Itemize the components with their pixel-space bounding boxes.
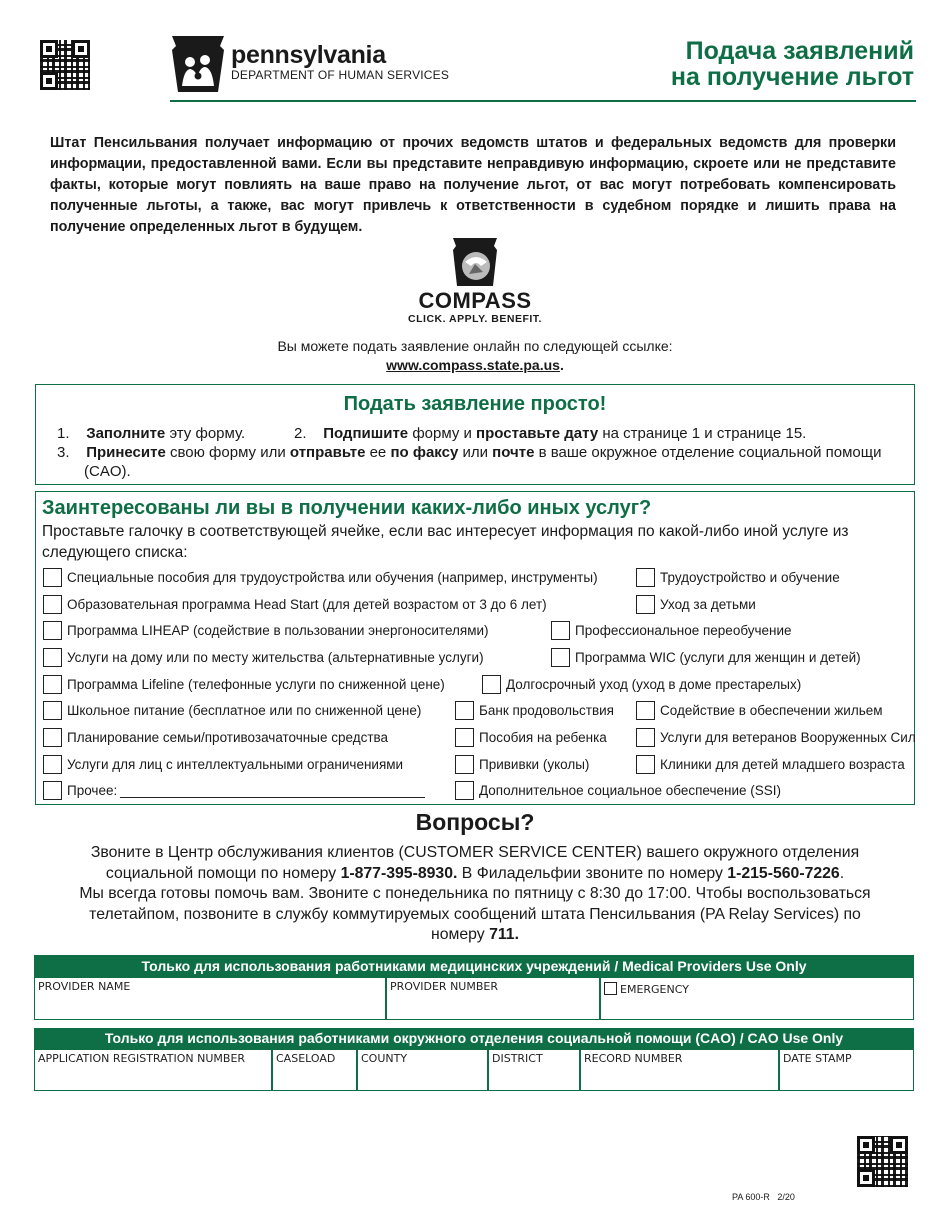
app-registration-field[interactable] [34,1049,272,1091]
checkbox-wic[interactable] [551,648,861,667]
date-stamp-field[interactable] [779,1049,914,1091]
checkbox-veterans[interactable] [636,728,916,747]
district-field[interactable] [488,1049,580,1091]
checkbox-ssi[interactable] [455,781,781,800]
checkbox-child-care[interactable] [636,595,756,614]
step-2-bold-2: проставьте дату [476,425,599,442]
checkbox-label: Услуги для ветеранов Вооруженных Сил [660,730,916,745]
checkbox-square[interactable] [43,701,62,720]
county-label: COUNTY [361,1052,408,1065]
step-3-bold-4: почте [492,444,535,461]
url-suffix: . [559,357,564,373]
county-field[interactable] [357,1049,488,1091]
step-3-text-2: ее [365,444,391,461]
checkbox-label: Прочее: [67,783,118,798]
step-3-line2: (CAO). [84,463,131,480]
checkbox-label: Школьное питание (бесплатное или по сниженной цене) [67,703,422,718]
form-id: PA 600-R 2/20 [732,1192,795,1202]
checkbox-square[interactable] [482,675,501,694]
step-1 [57,424,245,443]
compass-logo-icon [451,238,499,288]
checkbox-square[interactable] [43,621,62,640]
compass-name: COMPASS [418,288,532,313]
qr-code-top [40,40,90,90]
provider-number-label: PROVIDER NUMBER [390,980,498,993]
checkbox-square[interactable] [43,568,62,587]
checkbox-square[interactable] [455,728,474,747]
step-2-bold-1: Подпишите [323,425,409,442]
checkbox-square[interactable] [43,728,62,747]
step-2-text-1: форму и [408,425,477,442]
checkbox-label: Пособия на ребенка [479,730,607,745]
checkbox-label: Долгосрочный уход (уход в доме престарелых) [506,677,802,692]
checkbox-child-support[interactable] [455,728,607,747]
questions-text [40,843,910,946]
checkbox-square[interactable] [636,595,655,614]
emergency-field [600,977,914,1020]
checkbox-other[interactable] [43,781,425,800]
checkbox-retraining[interactable] [551,621,792,640]
header-divider [170,100,916,102]
checkbox-square[interactable] [43,755,62,774]
district-label: DISTRICT [492,1052,543,1065]
apply-box-title: Подать заявление просто! [343,393,607,415]
services-box-subtitle: Проставьте галочку в соответствующей ячейке, если вас интересует информация по какой-либо иной услуге из следующего списка: [42,523,849,561]
provider-name-label: PROVIDER NAME [38,980,131,993]
checkbox-school-meals[interactable] [43,701,421,720]
checkbox-home-services[interactable] [43,648,484,667]
online-apply [0,337,950,375]
checkbox-square[interactable] [43,648,62,667]
checkbox-label: Дополнительное социальное обеспечение (SSI) [479,783,782,798]
keystone-family-logo [170,36,226,94]
provider-name-field[interactable] [34,977,386,1020]
checkbox-square[interactable] [455,701,474,720]
compass-url-link[interactable]: www.compass.state.pa.us [386,357,560,373]
step-1-bold: Заполните [86,425,166,442]
compass-tagline: CLICK. APPLY. BENEFIT. [408,313,542,325]
questions-line1: Звоните в Центр обслуживания клиентов (CUSTOMER SERVICE CENTER) вашего окружного отделения [90,844,860,861]
org-name: pennsylvania [231,41,386,69]
checkbox-family-planning[interactable] [43,728,388,747]
checkbox-square[interactable] [636,568,655,587]
step-3-text-1: свою форму или [165,444,290,461]
cao-table-header: Только для использования работниками окружного отделения социальной помощи (CAO) / CAO Use Only [34,1028,914,1049]
checkbox-label: Профессиональное переобучение [575,623,792,638]
record-number-field[interactable] [580,1049,779,1091]
checkbox-label: Программа Lifeline (телефонные услуги по сниженной цене) [67,677,445,692]
step-2-text-2: на странице 1 и странице 15. [598,425,807,442]
step-2 [294,424,806,443]
checkbox-special-benefits[interactable] [43,568,598,587]
checkbox-square[interactable] [43,595,62,614]
checkbox-long-term-care[interactable] [482,675,801,694]
checkbox-label: Специальные пособия для трудоустройства или обучения (например, инструменты) [67,570,598,585]
questions-line5-a: номеру [431,926,490,943]
questions-line4: телетайпом, позвоните в службу коммутируемых сообщений штата Пенсильвания (PA Relay Services) по [89,905,861,923]
record-number-label: RECORD NUMBER [584,1052,683,1065]
checkbox-square[interactable] [636,728,655,747]
intro-paragraph: Штат Пенсильвания получает информацию от прочих ведомств штатов и федеральных ведомств для проверки информации, предоставленной вами. Если вы представите неправдивую информацию, скроете или не представите факты, которые могут повлиять на ваше право на получение льгот, от вас могут потребовать компенсировать полученные льготы, а также, вас могут привлечь к ответственности в судебном порядке и лишить права на получение определенных льгот в будущем. [50,135,896,235]
checkbox-liheap[interactable] [43,621,489,640]
step-3-bold-1: Принесите [86,444,166,461]
checkbox-square[interactable] [636,701,655,720]
step-2-num: 2. [294,425,307,442]
step-1-rest: эту форму. [165,425,246,442]
checkbox-square[interactable] [551,621,570,640]
other-input-line[interactable] [120,783,425,798]
caseload-field[interactable] [272,1049,357,1091]
page-title-line2: на получение льгот [670,63,914,91]
step-3-text-3: или [458,444,493,461]
checkbox-employment-training[interactable] [636,568,840,587]
date-stamp-label: DATE STAMP [783,1052,852,1065]
checkbox-lifeline[interactable] [43,675,445,694]
checkbox-square[interactable] [43,781,62,800]
checkbox-label: Трудоустройство и обучение [660,570,840,585]
checkbox-infant-clinics[interactable] [636,755,905,774]
checkbox-square[interactable] [43,675,62,694]
step-3-text-4: в ваше окружное отделение социальной помощи [534,444,882,461]
checkbox-label: Программа WIC (услуги для женщин и детей) [575,650,861,665]
checkbox-label: Услуги на дому или по месту жительства (альтернативные услуги) [67,650,484,665]
emergency-label: EMERGENCY [620,983,689,996]
checkbox-square[interactable] [636,755,655,774]
checkbox-label: Услуги для лиц с интеллектуальными ограничениями [67,757,404,772]
checkbox-label: Программа LIHEAP (содействие в пользовании энергоносителями) [67,623,489,638]
other-services-box [35,491,915,805]
questions-line2-c: . [839,864,845,882]
online-text: Вы можете подать заявление онлайн по следующей ссылке: [277,338,673,354]
checkbox-food-bank[interactable] [455,701,614,720]
checkbox-label: Прививки (уколы) [479,757,590,772]
phone-customer-service: 1-877-395-8930. [340,864,458,882]
emergency-checkbox[interactable] [604,982,617,995]
checkbox-label: Уход за детьми [660,597,756,612]
checkbox-label: Образовательная программа Head Start (для детей возрастом от 3 до 6 лет) [67,597,547,612]
checkbox-immunizations[interactable] [455,755,589,774]
provider-number-field[interactable] [386,977,600,1020]
org-logo-text [231,42,449,82]
questions-line2-b: В Филадельфии звоните по номеру [457,864,728,882]
checkbox-label: Банк продовольствия [479,703,614,718]
step-3-bold-3: по факсу [390,444,459,461]
step-3-bold-2: отправьте [289,444,366,461]
apply-steps-box [35,384,915,485]
checkbox-intellectual[interactable] [43,755,403,774]
checkbox-square[interactable] [551,648,570,667]
services-box-title: Заинтересованы ли вы в получении каких-либо иных услуг? [42,497,652,519]
relay-number: 711. [489,926,519,943]
checkbox-label: Планирование семьи/противозачаточные средства [67,730,389,745]
org-dept: DEPARTMENT OF HUMAN SERVICES [231,68,450,82]
questions-title: Вопросы? [415,809,535,835]
caseload-label: CASELOAD [276,1052,336,1065]
checkbox-square[interactable] [455,781,474,800]
checkbox-label: Клиники для детей младшего возраста [660,757,905,772]
step-3-num: 3. [57,444,70,461]
checkbox-square[interactable] [455,755,474,774]
page-title [671,38,914,90]
checkbox-label: Содействие в обеспечении жильем [660,703,883,718]
page-title-line1: Подача заявлений [685,37,914,65]
checkbox-housing[interactable] [636,701,883,720]
app-registration-label: APPLICATION REGISTRATION NUMBER [38,1052,246,1065]
phone-philadelphia: 1-215-560-7226 [727,864,840,882]
step-3 [57,443,881,462]
qr-code-bottom [857,1136,908,1187]
step-1-num: 1. [57,425,70,442]
questions-line2-a: социальной помощи по номеру [105,864,341,882]
medical-table-header: Только для использования работниками медицинских учреждений / Medical Providers Use Only [34,955,914,977]
checkbox-head-start[interactable] [43,595,547,614]
questions-line3: Мы всегда готовы помочь вам. Звоните с понедельника по пятницу с 8:30 до 17:00. Чтобы воспользоваться [79,885,871,902]
